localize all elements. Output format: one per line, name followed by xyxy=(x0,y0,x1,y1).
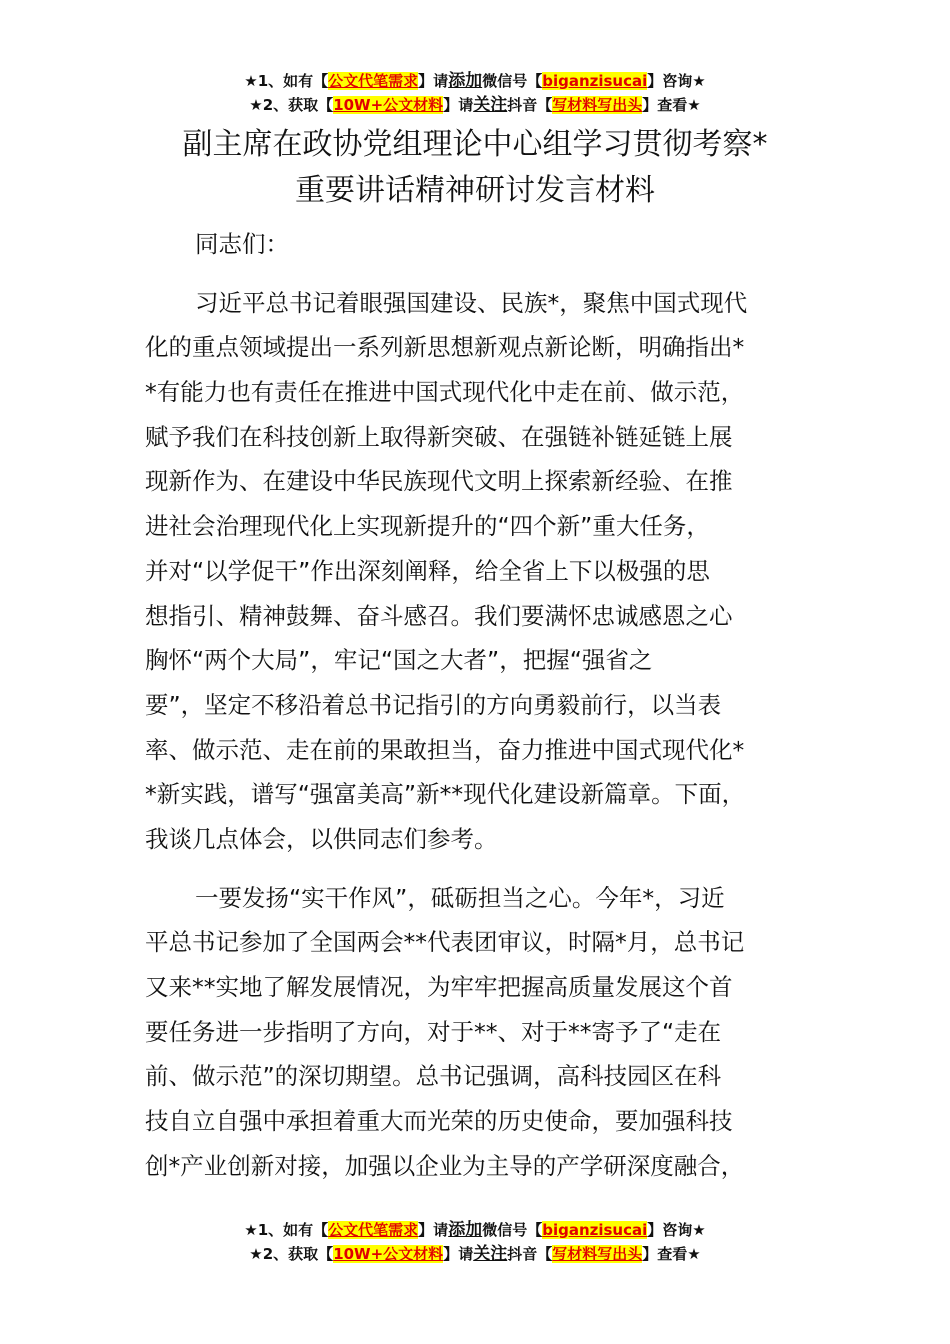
paragraph-line: 胸怀“两个大局”，牢记“国之大者”，把握“强省之 xyxy=(145,646,653,675)
ad-highlight: 10W+公文材料 xyxy=(333,1245,444,1263)
ad-banner-bottom xyxy=(0,1218,950,1266)
ad-highlight: biganzisucai xyxy=(542,72,648,90)
paragraph-line: 率、做示范、走在前的果敢担当，奋力推进中国式现代化* xyxy=(145,735,745,764)
ad-text: 抖音【 xyxy=(507,1245,553,1263)
paragraph-line: 技自立自强中承担着重大而光荣的历史使命，要加强科技 xyxy=(145,1107,733,1136)
ad-underline: 添加 xyxy=(448,1220,483,1240)
ad-highlight: 写材料写出头 xyxy=(552,96,643,114)
paragraph-line: 我谈几点体会，以供同志们参考。 xyxy=(145,824,498,853)
paragraph-line: 要任务进一步指明了方向，对于**、对于**寄予了“走在 xyxy=(145,1017,722,1046)
ad-text: ★1、如有【 xyxy=(244,72,329,90)
paragraph-line: 创*产业创新对接，加强以企业为主导的产学研深度融合， xyxy=(145,1151,745,1180)
paragraph-line: *有能力也有责任在推进中国式现代化中走在前、做示范， xyxy=(145,378,745,407)
paragraph-line: *新实践，谱写“强富美高”新**现代化建设新篇章。下面， xyxy=(145,780,746,809)
paragraph-line: 想指引、精神鼓舞、奋斗感召。我们要满怀忠诚感恩之心 xyxy=(145,601,733,630)
paragraph-line: 赋予我们在科技创新上取得新突破、在强链补链延链上展 xyxy=(145,422,733,451)
ad-text: 】查看★ xyxy=(642,1245,701,1263)
ad-highlight: biganzisucai xyxy=(542,1221,648,1239)
paragraph-line: 进社会治理现代化上实现新提升的“四个新”重大任务， xyxy=(145,512,710,541)
paragraph-line: 要”，坚定不移沿着总书记指引的方向勇毅前行，以当表 xyxy=(145,690,722,719)
ad-text: 】请 xyxy=(443,96,474,114)
ad-highlight: 公文代笔需求 xyxy=(328,1221,419,1239)
ad-text: 】咨询★ xyxy=(647,1221,706,1239)
ad-text: 微信号【 xyxy=(482,1221,543,1239)
ad-text: 微信号【 xyxy=(482,72,543,90)
ad-highlight: 写材料写出头 xyxy=(552,1245,643,1263)
ad-highlight: 公文代笔需求 xyxy=(328,72,419,90)
ad-underline: 关注 xyxy=(473,95,508,115)
ad-line-1 xyxy=(0,1218,950,1242)
ad-line-2 xyxy=(0,1242,950,1266)
ad-text: 】请 xyxy=(418,1221,449,1239)
paragraph-line: 平总书记参加了全国两会**代表团审议，时隔*月，总书记 xyxy=(145,928,745,957)
ad-text: 】请 xyxy=(443,1245,474,1263)
title-line: 副主席在政协党组理论中心组学习贯彻考察* xyxy=(182,127,768,162)
paragraph-line: 一要发扬“实干作风”，砥砺担当之心。今年*，习近 xyxy=(195,883,725,912)
paragraph xyxy=(145,281,845,862)
ad-text: 】查看★ xyxy=(642,96,701,114)
ad-highlight: 10W+公文材料 xyxy=(333,96,444,114)
paragraph-line: 又来**实地了解发展情况，为牢牢把握高质量发展这个首 xyxy=(145,973,733,1001)
ad-line-2 xyxy=(0,93,950,117)
paragraph-line: 现新作为、在建设中华民族现代文明上探索新经验、在推 xyxy=(145,467,733,496)
ad-text: 】请 xyxy=(418,72,449,90)
ad-text: ★2、获取【 xyxy=(249,1245,334,1263)
paragraph xyxy=(145,876,845,1189)
paragraph-line: 习近平总书记着眼强国建设、民族*，聚焦中国式现代 xyxy=(195,288,748,317)
ad-underline: 添加 xyxy=(448,71,483,91)
ad-line-1 xyxy=(0,69,950,93)
document-body xyxy=(145,222,845,1188)
ad-banner-top xyxy=(0,69,950,117)
ad-text: ★1、如有【 xyxy=(244,1221,329,1239)
salutation: 同志们： xyxy=(195,230,289,258)
paragraph-line: 并对“以学促干”作出深刻阐释，给全省上下以极强的思 xyxy=(145,556,710,585)
ad-text: ★2、获取【 xyxy=(249,96,334,114)
document-title xyxy=(0,122,950,214)
paragraph-line: 化的重点领域提出一系列新思想新观点新论断，明确指出* xyxy=(145,333,745,362)
ad-text: 】咨询★ xyxy=(647,72,706,90)
ad-text: 抖音【 xyxy=(507,96,553,114)
title-line: 重要讲话精神研讨发言材料 xyxy=(295,173,655,208)
paragraph-line: 前、做示范”的深切期望。总书记强调，高科技园区在科 xyxy=(145,1062,722,1091)
ad-underline: 关注 xyxy=(473,1244,508,1264)
